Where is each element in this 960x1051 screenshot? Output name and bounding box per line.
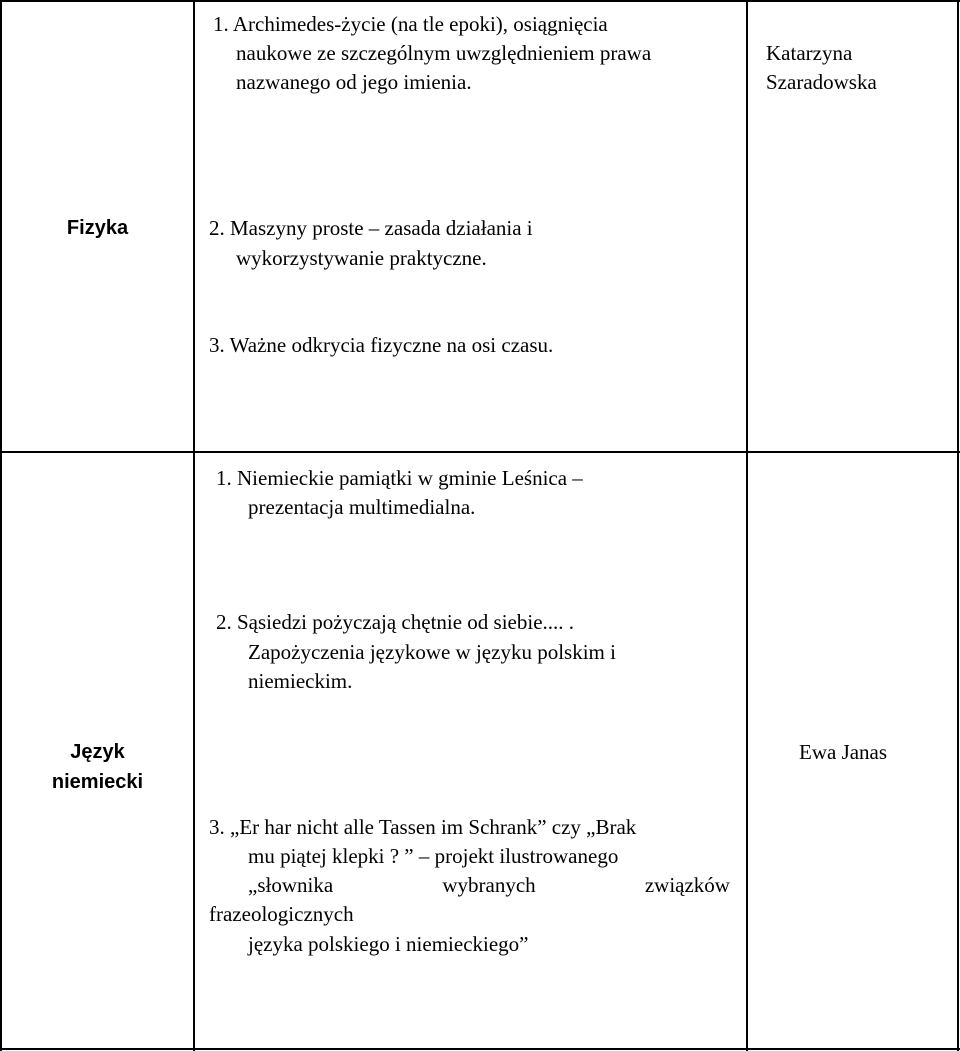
- topic-line: naukowe ze szczególnym uwzględnieniem prawa: [236, 41, 652, 65]
- teacher-name: Katarzyna: [766, 41, 853, 65]
- topic-line: wykorzystywanie praktyczne.: [236, 246, 487, 270]
- topic-word: „słownika: [248, 873, 334, 897]
- teacher-name: Ewa Janas: [799, 740, 888, 764]
- topic-word: związków: [644, 873, 730, 897]
- topic-line: 1. Niemieckie pamiątki w gminie Leśnica –: [216, 466, 583, 490]
- topic-line: [248, 870, 730, 900]
- topic-line: 2. Maszyny proste – zasada działania i: [209, 216, 533, 240]
- subject-cell: niemiecki: [51, 771, 144, 793]
- column-divider-2: [746, 0, 748, 1051]
- topic-word: wybranych: [442, 873, 536, 897]
- topic-line: 2. Sąsiedzi pożyczają chętnie od siebie.... .: [216, 610, 575, 634]
- table-border-left: [0, 0, 2, 1051]
- teacher-name: Szaradowska: [766, 70, 877, 94]
- topic-line: 3. Ważne odkrycia fizyczne na osi czasu.: [209, 333, 554, 357]
- table-border-bottom: [0, 1048, 960, 1050]
- topic-line: Zapożyczenia językowe w języku polskim i: [248, 640, 616, 664]
- topic-line: 3. „Er har nicht alle Tassen im Schrank” czy „Brak: [209, 815, 637, 839]
- table-border-top: [0, 0, 960, 2]
- row-divider: [0, 451, 960, 453]
- subject-cell: Fizyka: [66, 217, 129, 239]
- topic-line: frazeologicznych: [209, 902, 354, 926]
- topic-line: niemieckim.: [248, 669, 353, 693]
- topic-line: nazwanego od jego imienia.: [236, 70, 472, 94]
- topic-line: mu piątej klepki ? ” – projekt ilustrowanego: [248, 844, 619, 868]
- topic-line: języka polskiego i niemieckiego”: [248, 932, 529, 956]
- topic-line: prezentacja multimedialna.: [248, 495, 476, 519]
- topic-line: 1. Archimedes-życie (na tle epoki), osiągnięcia: [213, 12, 608, 36]
- table-border-right: [957, 0, 959, 1051]
- column-divider-1: [193, 0, 195, 1051]
- subject-cell: Język: [70, 741, 125, 763]
